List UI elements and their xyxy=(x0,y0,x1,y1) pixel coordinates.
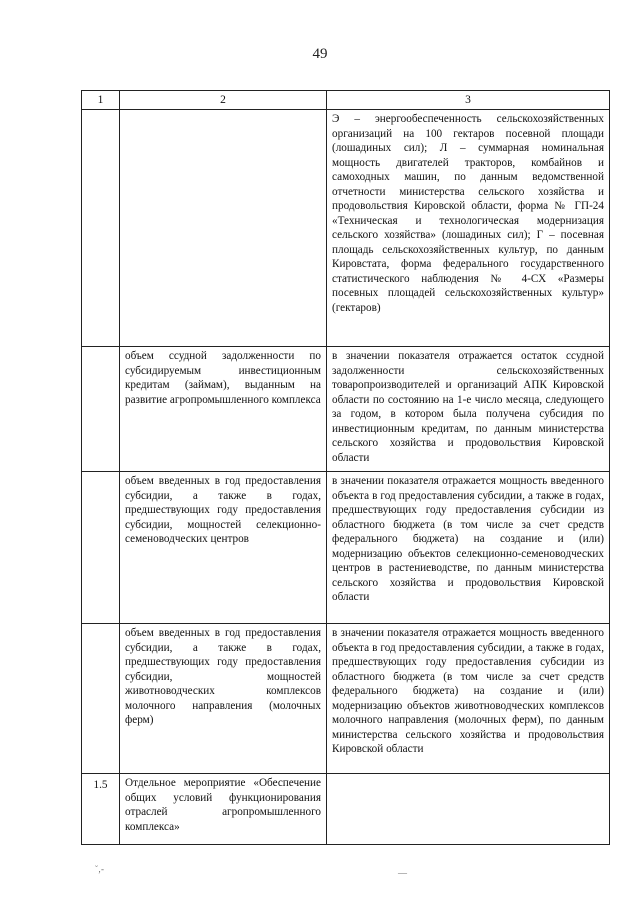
table-row xyxy=(82,110,610,347)
row-number-cell xyxy=(82,624,120,774)
page-number: 49 xyxy=(312,46,328,62)
indicator-name-cell: объем введенных в год предоставления субсидии, а также в годах, предшествующих году предоставления субсидии, мощностей селекционно-семеноводческих центров xyxy=(120,472,327,624)
row-number-cell xyxy=(82,110,120,347)
indicator-table xyxy=(81,90,610,845)
indicator-name-cell: Отдельное мероприятие «Обеспечение общих условий функционирования отраслей агропромышленного комплекса» xyxy=(120,774,327,845)
header-col-3: 3 xyxy=(327,91,610,110)
header-col-2: 2 xyxy=(120,91,327,110)
table-row xyxy=(82,774,610,845)
indicator-description-cell: в значении показателя отражается мощность введенного объекта в год предоставления субсидии, а также в годах, предшествующих году предоставления субсидии из областного бюджета (в том числе за счет средств федерального бюджета) на создание и (или) модернизацию объектов селекционно-семеноводческих центров в растениеводстве, по данным министерства сельского хозяйства и продовольствия Кировской области xyxy=(327,472,610,624)
row-number-cell xyxy=(82,347,120,472)
header-col-1: 1 xyxy=(82,91,120,110)
scan-artifact-mark: — xyxy=(398,868,407,878)
indicator-description-cell: в значении показателя отражается мощность введенного объекта в год предоставления субсидии, а также в годах, предшествующих году предоставления субсидии из областного бюджета (в том числе за счет средств федерального бюджета) на создание и (или) модернизацию объектов животноводческих комплексов молочного направления (молочных ферм), по данным министерства сельского хозяйства и продовольствия Кировской области xyxy=(327,624,610,774)
indicator-name-cell xyxy=(120,110,327,347)
indicator-description-cell xyxy=(327,774,610,845)
table-row xyxy=(82,347,610,472)
row-number-cell: 1.5 xyxy=(82,774,120,845)
scan-artifact-mark: ˘‚- xyxy=(95,864,104,874)
indicator-description-cell: Э – энергообеспеченность сельскохозяйственных организаций на 100 гектаров посевной площади (лошадиных сил); Л – суммарная номинальная мощность двигателей тракторов, комбайнов и самоходных машин, по данным ведомственной отчетности министерства сельского хозяйства и продовольствия Кировской области, форма № ГП-24 «Техническая и технологическая модернизация сельского хозяйства» (лошадиных сил); Г – посевная площадь сельскохозяйственных культур, по данным Кировстата, форма федерального государственного статистического наблюдения № 4-СХ «Размеры посевных площадей сельскохозяйственных культур» (гектаров) xyxy=(327,110,610,347)
table-header-row xyxy=(82,91,610,110)
row-number-cell xyxy=(82,472,120,624)
indicator-name-cell: объем ссудной задолженности по субсидируемым инвестиционным кредитам (займам), выданным на развитие агропромышленного комплекса xyxy=(120,347,327,472)
indicator-name-cell: объем введенных в год предоставления субсидии, а также в годах, предшествующих году предоставления субсидии, мощностей животноводческих комплексов молочного направления (молочных ферм) xyxy=(120,624,327,774)
table-row xyxy=(82,472,610,624)
indicator-description-cell: в значении показателя отражается остаток ссудной задолженности сельскохозяйственных товаропроизводителей и организаций АПК Кировской области по состоянию на 1-е число месяца, следующего за годом, в котором была получена субсидия по инвестиционным кредитам, по данным министерства сельского хозяйства и продовольствия Кировской области xyxy=(327,347,610,472)
table-row xyxy=(82,624,610,774)
